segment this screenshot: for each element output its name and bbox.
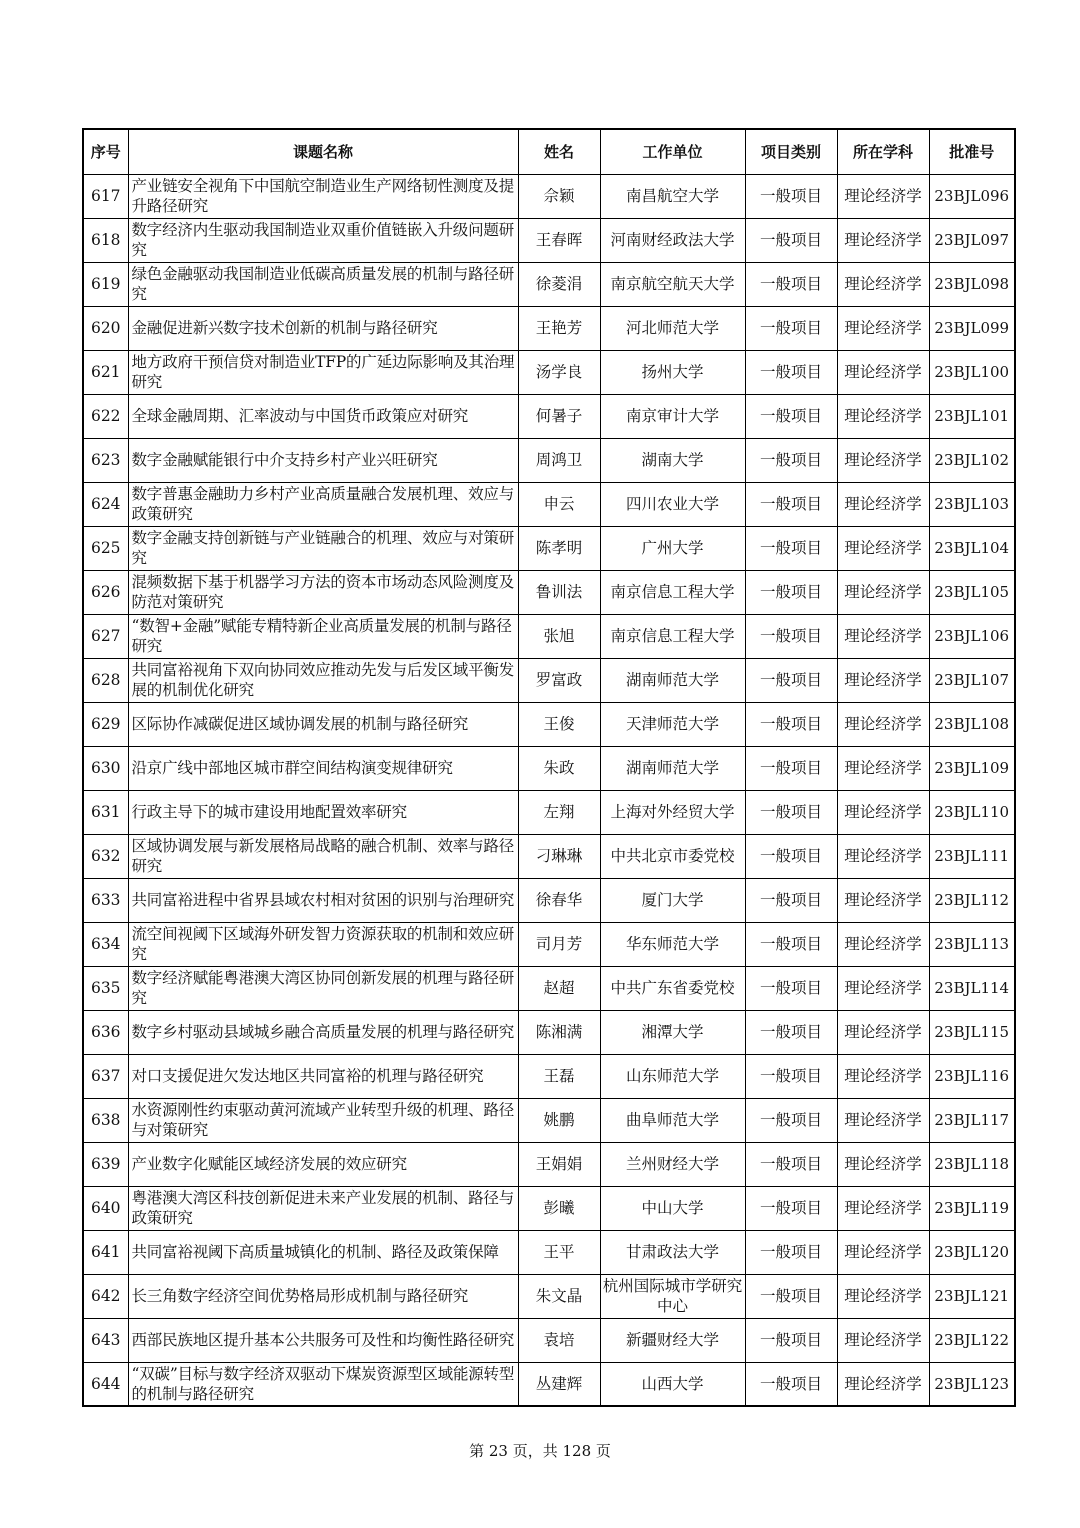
cell-category: 一般项目 bbox=[745, 570, 837, 614]
cell-unit: 天津师范大学 bbox=[600, 702, 745, 746]
table-row bbox=[83, 834, 1015, 878]
cell-name: 朱文晶 bbox=[518, 1274, 600, 1318]
cell-category: 一般项目 bbox=[745, 834, 837, 878]
cell-title: 长三角数字经济空间优势格局形成机制与路径研究 bbox=[128, 1274, 518, 1318]
cell-category: 一般项目 bbox=[745, 1010, 837, 1054]
cell-approval: 23BJL117 bbox=[929, 1098, 1015, 1142]
project-table bbox=[82, 128, 1016, 1407]
cell-discipline: 理论经济学 bbox=[837, 306, 929, 350]
cell-name: 周鸿卫 bbox=[518, 438, 600, 482]
cell-no: 618 bbox=[83, 218, 128, 262]
cell-name: 陈孝明 bbox=[518, 526, 600, 570]
cell-discipline: 理论经济学 bbox=[837, 526, 929, 570]
table-row bbox=[83, 526, 1015, 570]
cell-unit: 华东师范大学 bbox=[600, 922, 745, 966]
table-row bbox=[83, 218, 1015, 262]
cell-approval: 23BJL109 bbox=[929, 746, 1015, 790]
cell-category: 一般项目 bbox=[745, 394, 837, 438]
cell-name: 姚鹏 bbox=[518, 1098, 600, 1142]
cell-name: 王春晖 bbox=[518, 218, 600, 262]
cell-unit: 南昌航空大学 bbox=[600, 174, 745, 218]
cell-title: 全球金融周期、汇率波动与中国货币政策应对研究 bbox=[128, 394, 518, 438]
cell-category: 一般项目 bbox=[745, 658, 837, 702]
cell-category: 一般项目 bbox=[745, 350, 837, 394]
cell-discipline: 理论经济学 bbox=[837, 1230, 929, 1274]
cell-name: 何暑子 bbox=[518, 394, 600, 438]
table-row bbox=[83, 1054, 1015, 1098]
cell-no: 637 bbox=[83, 1054, 128, 1098]
table-row bbox=[83, 614, 1015, 658]
cell-unit: 新疆财经大学 bbox=[600, 1318, 745, 1362]
cell-approval: 23BJL116 bbox=[929, 1054, 1015, 1098]
cell-name: 袁培 bbox=[518, 1318, 600, 1362]
cell-discipline: 理论经济学 bbox=[837, 1318, 929, 1362]
cell-approval: 23BJL105 bbox=[929, 570, 1015, 614]
cell-approval: 23BJL099 bbox=[929, 306, 1015, 350]
cell-category: 一般项目 bbox=[745, 1230, 837, 1274]
table-header bbox=[83, 129, 1015, 174]
cell-approval: 23BJL098 bbox=[929, 262, 1015, 306]
cell-unit: 中山大学 bbox=[600, 1186, 745, 1230]
cell-discipline: 理论经济学 bbox=[837, 834, 929, 878]
cell-approval: 23BJL112 bbox=[929, 878, 1015, 922]
cell-unit: 上海对外经贸大学 bbox=[600, 790, 745, 834]
cell-discipline: 理论经济学 bbox=[837, 702, 929, 746]
cell-name: 王娟娟 bbox=[518, 1142, 600, 1186]
cell-discipline: 理论经济学 bbox=[837, 1362, 929, 1406]
cell-category: 一般项目 bbox=[745, 306, 837, 350]
cell-no: 642 bbox=[83, 1274, 128, 1318]
table-row bbox=[83, 438, 1015, 482]
cell-no: 644 bbox=[83, 1362, 128, 1406]
table-row bbox=[83, 394, 1015, 438]
cell-name: 鲁训法 bbox=[518, 570, 600, 614]
cell-no: 619 bbox=[83, 262, 128, 306]
cell-name: 彭曦 bbox=[518, 1186, 600, 1230]
cell-unit: 南京信息工程大学 bbox=[600, 570, 745, 614]
cell-category: 一般项目 bbox=[745, 1186, 837, 1230]
cell-category: 一般项目 bbox=[745, 746, 837, 790]
cell-approval: 23BJL113 bbox=[929, 922, 1015, 966]
cell-no: 622 bbox=[83, 394, 128, 438]
cell-category: 一般项目 bbox=[745, 790, 837, 834]
cell-no: 632 bbox=[83, 834, 128, 878]
cell-title: “双碳”目标与数字经济双驱动下煤炭资源型区域能源转型的机制与路径研究 bbox=[128, 1362, 518, 1406]
cell-discipline: 理论经济学 bbox=[837, 350, 929, 394]
cell-approval: 23BJL122 bbox=[929, 1318, 1015, 1362]
cell-title: 产业数字化赋能区域经济发展的效应研究 bbox=[128, 1142, 518, 1186]
cell-category: 一般项目 bbox=[745, 1142, 837, 1186]
cell-category: 一般项目 bbox=[745, 526, 837, 570]
table-row bbox=[83, 1230, 1015, 1274]
cell-title: 数字经济内生驱动我国制造业双重价值链嵌入升级问题研究 bbox=[128, 218, 518, 262]
header-approval: 批准号 bbox=[929, 129, 1015, 174]
cell-name: 左翔 bbox=[518, 790, 600, 834]
cell-name: 司月芳 bbox=[518, 922, 600, 966]
header-discipline: 所在学科 bbox=[837, 129, 929, 174]
cell-name: 张旭 bbox=[518, 614, 600, 658]
cell-discipline: 理论经济学 bbox=[837, 1274, 929, 1318]
cell-discipline: 理论经济学 bbox=[837, 394, 929, 438]
cell-title: “数智+金融”赋能专精特新企业高质量发展的机制与路径研究 bbox=[128, 614, 518, 658]
cell-category: 一般项目 bbox=[745, 1318, 837, 1362]
cell-name: 汤学良 bbox=[518, 350, 600, 394]
table-row bbox=[83, 1318, 1015, 1362]
cell-unit: 南京航空航天大学 bbox=[600, 262, 745, 306]
table-row bbox=[83, 570, 1015, 614]
cell-category: 一般项目 bbox=[745, 174, 837, 218]
cell-title: 西部民族地区提升基本公共服务可及性和均衡性路径研究 bbox=[128, 1318, 518, 1362]
cell-no: 625 bbox=[83, 526, 128, 570]
cell-name: 徐春华 bbox=[518, 878, 600, 922]
cell-discipline: 理论经济学 bbox=[837, 1098, 929, 1142]
cell-discipline: 理论经济学 bbox=[837, 790, 929, 834]
cell-discipline: 理论经济学 bbox=[837, 1186, 929, 1230]
cell-approval: 23BJL108 bbox=[929, 702, 1015, 746]
cell-title: 区域协调发展与新发展格局战略的融合机制、效率与路径研究 bbox=[128, 834, 518, 878]
table-row bbox=[83, 922, 1015, 966]
cell-discipline: 理论经济学 bbox=[837, 658, 929, 702]
cell-title: 数字金融赋能银行中介支持乡村产业兴旺研究 bbox=[128, 438, 518, 482]
cell-title: 产业链安全视角下中国航空制造业生产网络韧性测度及提升路径研究 bbox=[128, 174, 518, 218]
cell-title: 水资源刚性约束驱动黄河流域产业转型升级的机理、路径与对策研究 bbox=[128, 1098, 518, 1142]
cell-title: 数字普惠金融助力乡村产业高质量融合发展机理、效应与政策研究 bbox=[128, 482, 518, 526]
cell-approval: 23BJL097 bbox=[929, 218, 1015, 262]
cell-title: 地方政府干预信贷对制造业TFP的广延边际影响及其治理研究 bbox=[128, 350, 518, 394]
cell-approval: 23BJL118 bbox=[929, 1142, 1015, 1186]
cell-discipline: 理论经济学 bbox=[837, 262, 929, 306]
cell-unit: 山西大学 bbox=[600, 1362, 745, 1406]
cell-no: 640 bbox=[83, 1186, 128, 1230]
cell-title: 金融促进新兴数字技术创新的机制与路径研究 bbox=[128, 306, 518, 350]
cell-no: 641 bbox=[83, 1230, 128, 1274]
cell-unit: 湖南大学 bbox=[600, 438, 745, 482]
table-row bbox=[83, 1362, 1015, 1406]
cell-approval: 23BJL121 bbox=[929, 1274, 1015, 1318]
cell-category: 一般项目 bbox=[745, 614, 837, 658]
cell-discipline: 理论经济学 bbox=[837, 218, 929, 262]
cell-approval: 23BJL114 bbox=[929, 966, 1015, 1010]
cell-approval: 23BJL119 bbox=[929, 1186, 1015, 1230]
cell-unit: 曲阜师范大学 bbox=[600, 1098, 745, 1142]
cell-discipline: 理论经济学 bbox=[837, 966, 929, 1010]
cell-discipline: 理论经济学 bbox=[837, 1054, 929, 1098]
cell-approval: 23BJL102 bbox=[929, 438, 1015, 482]
cell-category: 一般项目 bbox=[745, 1274, 837, 1318]
cell-unit: 中共北京市委党校 bbox=[600, 834, 745, 878]
cell-unit: 四川农业大学 bbox=[600, 482, 745, 526]
cell-name: 王俊 bbox=[518, 702, 600, 746]
table-row bbox=[83, 1142, 1015, 1186]
cell-no: 631 bbox=[83, 790, 128, 834]
cell-name: 赵超 bbox=[518, 966, 600, 1010]
cell-category: 一般项目 bbox=[745, 922, 837, 966]
cell-no: 630 bbox=[83, 746, 128, 790]
table-row bbox=[83, 966, 1015, 1010]
cell-category: 一般项目 bbox=[745, 482, 837, 526]
cell-category: 一般项目 bbox=[745, 1098, 837, 1142]
cell-approval: 23BJL107 bbox=[929, 658, 1015, 702]
cell-discipline: 理论经济学 bbox=[837, 922, 929, 966]
cell-title: 对口支援促进欠发达地区共同富裕的机理与路径研究 bbox=[128, 1054, 518, 1098]
table-row bbox=[83, 1186, 1015, 1230]
cell-approval: 23BJL120 bbox=[929, 1230, 1015, 1274]
cell-unit: 厦门大学 bbox=[600, 878, 745, 922]
cell-discipline: 理论经济学 bbox=[837, 746, 929, 790]
cell-discipline: 理论经济学 bbox=[837, 1010, 929, 1054]
cell-no: 624 bbox=[83, 482, 128, 526]
header-no: 序号 bbox=[83, 129, 128, 174]
cell-no: 620 bbox=[83, 306, 128, 350]
cell-unit: 中共广东省委党校 bbox=[600, 966, 745, 1010]
cell-no: 634 bbox=[83, 922, 128, 966]
cell-approval: 23BJL110 bbox=[929, 790, 1015, 834]
table-row bbox=[83, 1010, 1015, 1054]
table-row bbox=[83, 482, 1015, 526]
table-row bbox=[83, 1098, 1015, 1142]
cell-title: 行政主导下的城市建设用地配置效率研究 bbox=[128, 790, 518, 834]
cell-unit: 扬州大学 bbox=[600, 350, 745, 394]
cell-approval: 23BJL096 bbox=[929, 174, 1015, 218]
cell-discipline: 理论经济学 bbox=[837, 438, 929, 482]
cell-title: 沿京广线中部地区城市群空间结构演变规律研究 bbox=[128, 746, 518, 790]
cell-unit: 南京信息工程大学 bbox=[600, 614, 745, 658]
cell-category: 一般项目 bbox=[745, 966, 837, 1010]
cell-unit: 湖南师范大学 bbox=[600, 746, 745, 790]
cell-title: 流空间视阈下区域海外研发智力资源获取的机制和效应研究 bbox=[128, 922, 518, 966]
header-category: 项目类别 bbox=[745, 129, 837, 174]
cell-title: 混频数据下基于机器学习方法的资本市场动态风险测度及防范对策研究 bbox=[128, 570, 518, 614]
cell-unit: 河北师范大学 bbox=[600, 306, 745, 350]
table-row bbox=[83, 878, 1015, 922]
cell-no: 643 bbox=[83, 1318, 128, 1362]
cell-category: 一般项目 bbox=[745, 1362, 837, 1406]
project-table-container bbox=[82, 128, 1014, 1407]
cell-discipline: 理论经济学 bbox=[837, 1142, 929, 1186]
table-row bbox=[83, 702, 1015, 746]
cell-title: 数字乡村驱动县域城乡融合高质量发展的机理与路径研究 bbox=[128, 1010, 518, 1054]
header-title: 课题名称 bbox=[128, 129, 518, 174]
cell-title: 粤港澳大湾区科技创新促进未来产业发展的机制、路径与政策研究 bbox=[128, 1186, 518, 1230]
cell-no: 628 bbox=[83, 658, 128, 702]
cell-unit: 山东师范大学 bbox=[600, 1054, 745, 1098]
cell-name: 徐菱涓 bbox=[518, 262, 600, 306]
cell-no: 635 bbox=[83, 966, 128, 1010]
table-row bbox=[83, 350, 1015, 394]
table-row bbox=[83, 790, 1015, 834]
cell-no: 621 bbox=[83, 350, 128, 394]
cell-title: 共同富裕进程中省界县域农村相对贫困的识别与治理研究 bbox=[128, 878, 518, 922]
table-row bbox=[83, 746, 1015, 790]
cell-no: 636 bbox=[83, 1010, 128, 1054]
cell-name: 王艳芳 bbox=[518, 306, 600, 350]
cell-category: 一般项目 bbox=[745, 1054, 837, 1098]
cell-name: 佘颖 bbox=[518, 174, 600, 218]
cell-title: 绿色金融驱动我国制造业低碳高质量发展的机制与路径研究 bbox=[128, 262, 518, 306]
cell-unit: 湖南师范大学 bbox=[600, 658, 745, 702]
cell-name: 王平 bbox=[518, 1230, 600, 1274]
cell-approval: 23BJL106 bbox=[929, 614, 1015, 658]
table-row bbox=[83, 174, 1015, 218]
cell-unit: 广州大学 bbox=[600, 526, 745, 570]
cell-no: 629 bbox=[83, 702, 128, 746]
table-row bbox=[83, 1274, 1015, 1318]
table-body bbox=[83, 174, 1015, 1406]
cell-unit: 兰州财经大学 bbox=[600, 1142, 745, 1186]
cell-name: 王磊 bbox=[518, 1054, 600, 1098]
cell-title: 共同富裕视角下双向协同效应推动先发与后发区域平衡发展的机制优化研究 bbox=[128, 658, 518, 702]
cell-approval: 23BJL101 bbox=[929, 394, 1015, 438]
cell-approval: 23BJL103 bbox=[929, 482, 1015, 526]
cell-no: 638 bbox=[83, 1098, 128, 1142]
cell-unit: 杭州国际城市学研究中心 bbox=[600, 1274, 745, 1318]
cell-category: 一般项目 bbox=[745, 262, 837, 306]
cell-discipline: 理论经济学 bbox=[837, 482, 929, 526]
cell-name: 丛建辉 bbox=[518, 1362, 600, 1406]
header-row bbox=[83, 129, 1015, 174]
cell-name: 申云 bbox=[518, 482, 600, 526]
cell-no: 623 bbox=[83, 438, 128, 482]
cell-title: 共同富裕视阈下高质量城镇化的机制、路径及政策保障 bbox=[128, 1230, 518, 1274]
cell-title: 数字金融支持创新链与产业链融合的机理、效应与对策研究 bbox=[128, 526, 518, 570]
cell-no: 639 bbox=[83, 1142, 128, 1186]
cell-title: 数字经济赋能粤港澳大湾区协同创新发展的机理与路径研究 bbox=[128, 966, 518, 1010]
cell-name: 刁琳琳 bbox=[518, 834, 600, 878]
cell-no: 626 bbox=[83, 570, 128, 614]
cell-discipline: 理论经济学 bbox=[837, 878, 929, 922]
cell-category: 一般项目 bbox=[745, 438, 837, 482]
cell-unit: 南京审计大学 bbox=[600, 394, 745, 438]
cell-category: 一般项目 bbox=[745, 702, 837, 746]
cell-approval: 23BJL115 bbox=[929, 1010, 1015, 1054]
cell-approval: 23BJL100 bbox=[929, 350, 1015, 394]
cell-discipline: 理论经济学 bbox=[837, 570, 929, 614]
cell-no: 633 bbox=[83, 878, 128, 922]
cell-title: 区际协作减碳促进区域协调发展的机制与路径研究 bbox=[128, 702, 518, 746]
cell-category: 一般项目 bbox=[745, 218, 837, 262]
table-row bbox=[83, 262, 1015, 306]
cell-approval: 23BJL104 bbox=[929, 526, 1015, 570]
cell-unit: 甘肃政法大学 bbox=[600, 1230, 745, 1274]
cell-no: 627 bbox=[83, 614, 128, 658]
cell-category: 一般项目 bbox=[745, 878, 837, 922]
cell-unit: 河南财经政法大学 bbox=[600, 218, 745, 262]
cell-discipline: 理论经济学 bbox=[837, 614, 929, 658]
cell-unit: 湘潭大学 bbox=[600, 1010, 745, 1054]
page-footer: 第 23 页，共 128 页 bbox=[469, 1442, 611, 1460]
table-row bbox=[83, 658, 1015, 702]
header-unit: 工作单位 bbox=[600, 129, 745, 174]
cell-name: 陈湘满 bbox=[518, 1010, 600, 1054]
cell-discipline: 理论经济学 bbox=[837, 174, 929, 218]
cell-name: 罗富政 bbox=[518, 658, 600, 702]
table-row bbox=[83, 306, 1015, 350]
cell-approval: 23BJL111 bbox=[929, 834, 1015, 878]
cell-name: 朱政 bbox=[518, 746, 600, 790]
header-name: 姓名 bbox=[518, 129, 600, 174]
cell-approval: 23BJL123 bbox=[929, 1362, 1015, 1406]
cell-no: 617 bbox=[83, 174, 128, 218]
